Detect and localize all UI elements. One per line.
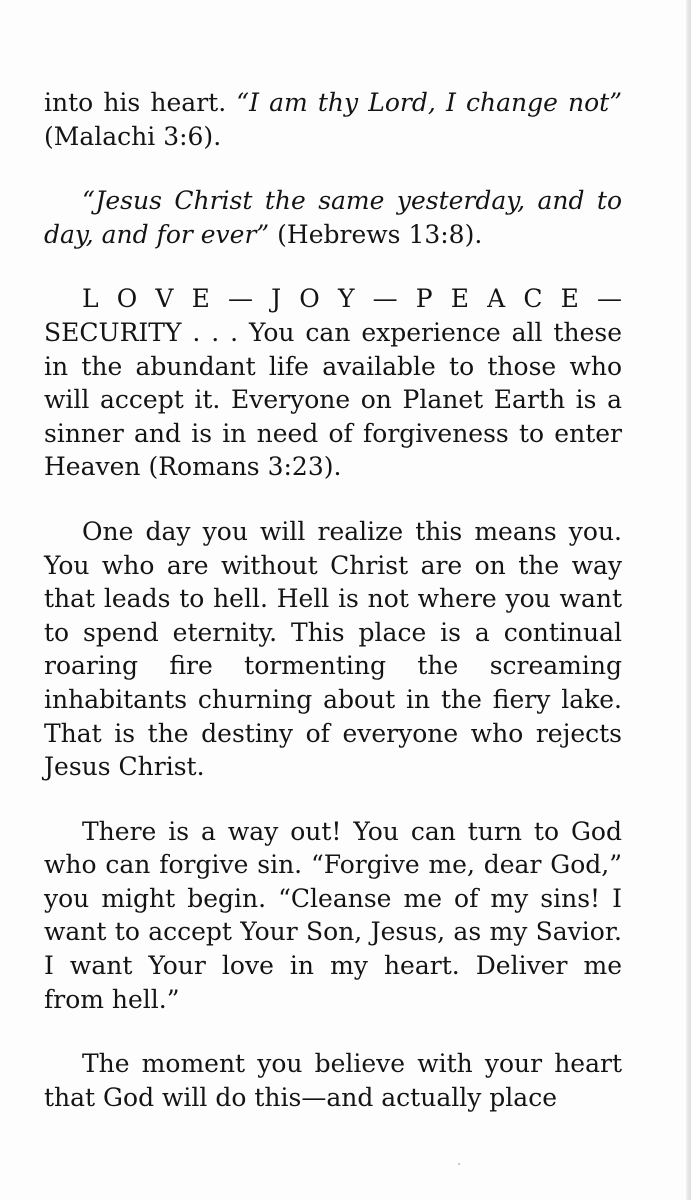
citation-hebrews: (Hebrews 13:8). [269,219,483,249]
paragraph-security-text: SECURITY . . . You can experience all these in the abundant life available to those who will accept it. Everyone on Planet Earth is a sinner and is in need of forgiveness to enter Heaven (Romans 3:23). [44,317,622,482]
quote-hebrews: “Jesus Christ the same yesterday, and to day, and for ever” [44,186,622,249]
paragraph-realize [44,515,622,784]
paragraph-love-joy-peace [44,282,622,484]
paragraph-malachi [44,86,622,153]
paragraph-moment-text: The moment you believe with your heart that God will do this—and actually place [44,1049,622,1112]
paragraph-lead: into his heart. [44,88,237,117]
scan-speck [458,1163,460,1165]
paragraph-way-out [44,815,622,1017]
paragraph-way-out-text: There is a way out! You can turn to God who can forgive sin. “Forgive me, dear God,” you might begin. “Cleanse me of my sins! I want to accept Your Son, Jesus, as my Savior. I want Your love in my heart. Deliver me from hell.” [44,816,622,1014]
citation-malachi: (Malachi 3:6). [44,121,222,151]
paragraph-moment [44,1047,622,1114]
spaced-heading: L O V E — J O Y — P E A C E — [82,284,622,314]
paragraph-realize-text: One day you will realize this means you. You who are without Christ are on the way that leads to hell. Hell is not where you want to spend eternity. This place is a continual roaring fire tormenting the screaming inhabitants churning about in the fiery lake. That is the destiny of everyone who rejects Jesus Christ. [44,516,622,782]
quote-malachi: “I am thy Lord, I change not” [236,88,622,117]
paragraph-hebrews [44,184,622,251]
page-edge-shadow [686,0,691,1200]
page-text [44,86,622,1145]
